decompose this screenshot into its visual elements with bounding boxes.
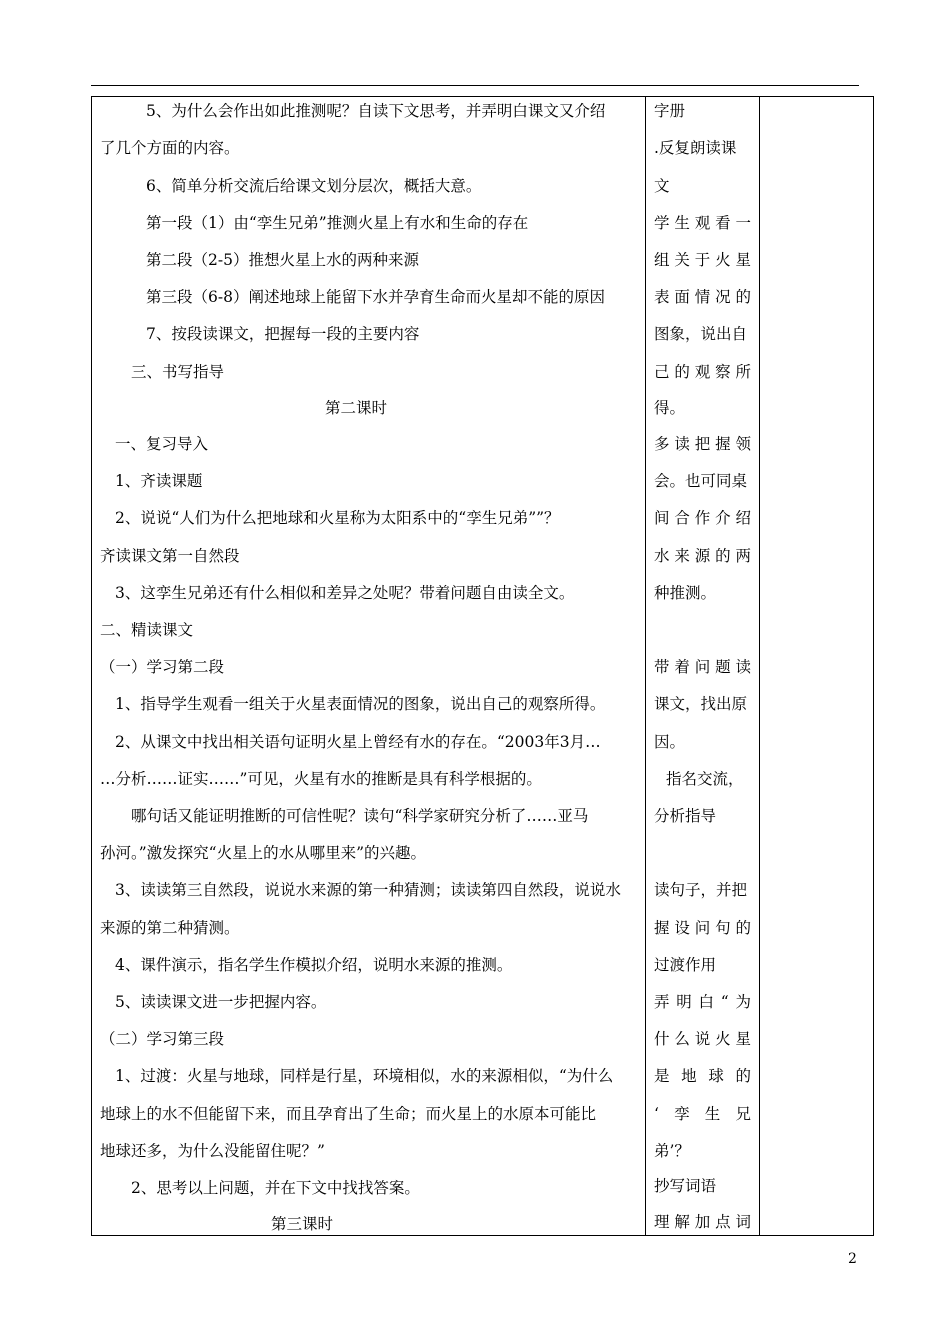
side-line-8: 己的观察所 xyxy=(654,363,751,381)
side-line-11: 会。也可同桌 xyxy=(654,472,748,490)
side-line-14: 种推测。 xyxy=(654,584,717,602)
side-line-29: 理解加点词 xyxy=(654,1213,751,1231)
main-line-5: 第二段（2-5）推想火星上水的两种来源 xyxy=(146,251,419,269)
side-line-25: 是地球的 xyxy=(654,1067,751,1085)
side-line-22: 过渡作用 xyxy=(654,956,717,974)
main-line-16: （一）学习第二段 xyxy=(100,658,225,676)
side-line-21: 握设问句的 xyxy=(654,919,751,937)
page-number: 2 xyxy=(848,1251,857,1267)
side-line-6: 表面情况的 xyxy=(654,288,751,306)
side-line-10: 多读把握领 xyxy=(654,435,751,453)
main-line-28: 地球上的水不但能留下来，而且孕育出了生命；而火星上的水原本可能比 xyxy=(100,1105,597,1123)
main-line-19: …分析……证实……”可见，火星有水的推断是具有科学根据的。 xyxy=(100,770,542,788)
side-line-26: ‘孪生兄 xyxy=(654,1105,751,1123)
main-line-14: 3、这孪生兄弟还有什么相似和差异之处呢？带着问题自由读全文。 xyxy=(115,584,575,602)
side-line-28: 抄写词语 xyxy=(654,1177,717,1195)
header-rule xyxy=(91,85,859,86)
main-line-29: 地球还多，为什么没能留住呢？” xyxy=(100,1142,325,1160)
main-line-24: 4、课件演示，指名学生作模拟介绍，说明水来源的推测。 xyxy=(115,956,513,974)
main-line-30: 2、思考以上问题，并在下文中找找答案。 xyxy=(131,1179,420,1197)
side-line-23: 弄明白“为 xyxy=(654,993,751,1011)
main-line-27: 1、过渡：火星与地球，同样是行星，环境相似，水的来源相似，“为什么 xyxy=(115,1067,614,1085)
main-line-4: 第一段（1）由“孪生兄弟”推测火星上有水和生命的存在 xyxy=(146,214,529,232)
side-line-15: 带着问题读 xyxy=(654,658,751,676)
main-line-8: 三、书写指导 xyxy=(131,363,225,381)
main-line-11: 1、齐读课题 xyxy=(115,472,203,490)
main-line-10: 一、复习导入 xyxy=(115,435,209,453)
side-line-12: 间合作介绍 xyxy=(654,509,751,527)
side-line-9: 得。 xyxy=(654,399,686,417)
side-line-3: 文 xyxy=(654,177,670,195)
side-line-17: 因。 xyxy=(654,733,686,751)
side-line-4: 学生观看一 xyxy=(654,214,751,232)
main-line-2: 了几个方面的内容。 xyxy=(100,139,240,157)
main-line-18: 2、从课文中找出相关语句证明火星上曾经有水的存在。“2003年3月… xyxy=(115,733,601,751)
main-line-12: 2、说说“人们为什么把地球和火星称为太阳系中的“孪生兄弟””？ xyxy=(115,509,560,527)
side-line-18: 指名交流， xyxy=(666,770,744,788)
main-line-7: 7、按段读课文，把握每一段的主要内容 xyxy=(146,325,420,343)
main-line-17: 1、指导学生观看一组关于火星表面情况的图象，说出自己的观察所得。 xyxy=(115,695,606,713)
side-line-19: 分析指导 xyxy=(654,807,717,825)
column-divider-1 xyxy=(645,96,646,1236)
side-line-1: 字册 xyxy=(654,102,686,120)
main-line-20: 哪句话又能证明推断的可信性呢？读句“科学家研究分析了……亚马 xyxy=(131,807,589,825)
side-line-5: 组关于火星 xyxy=(654,251,751,269)
main-line-22: 3、读读第三自然段，说说水来源的第一种猜测；读读第四自然段，说说水 xyxy=(115,881,621,899)
side-line-2: .反复朗读课 xyxy=(654,139,737,157)
main-line-26: （二）学习第三段 xyxy=(100,1030,225,1048)
side-line-24: 什么说火星 xyxy=(654,1030,751,1048)
main-line-15: 二、精读课文 xyxy=(100,621,194,639)
side-line-20: 读句子，并把 xyxy=(654,881,748,899)
side-line-16: 课文，找出原 xyxy=(654,695,748,713)
side-line-27: 弟’？ xyxy=(654,1142,690,1160)
main-line-3: 6、简单分析交流后给课文划分层次，概括大意。 xyxy=(146,177,482,195)
main-line-1: 5、为什么会作出如此推测呢？自读下文思考，并弄明白课文又介绍 xyxy=(146,102,606,120)
main-line-6: 第三段（6-8）阐述地球上能留下水并孕育生命而火星却不能的原因 xyxy=(146,288,605,306)
main-line-13: 齐读课文第一自然段 xyxy=(100,547,240,565)
lesson-heading-2: 第二课时 xyxy=(325,399,388,417)
main-line-21: 孙河。”激发探究“火星上的水从哪里来”的兴趣。 xyxy=(100,844,427,862)
lesson-heading-3: 第三课时 xyxy=(271,1215,334,1233)
side-line-13: 水来源的两 xyxy=(654,547,751,565)
main-line-25: 5、读读课文进一步把握内容。 xyxy=(115,993,327,1011)
main-line-23: 来源的第二种猜测。 xyxy=(100,919,240,937)
column-divider-2 xyxy=(759,96,760,1236)
side-line-7: 图象，说出自 xyxy=(654,325,748,343)
